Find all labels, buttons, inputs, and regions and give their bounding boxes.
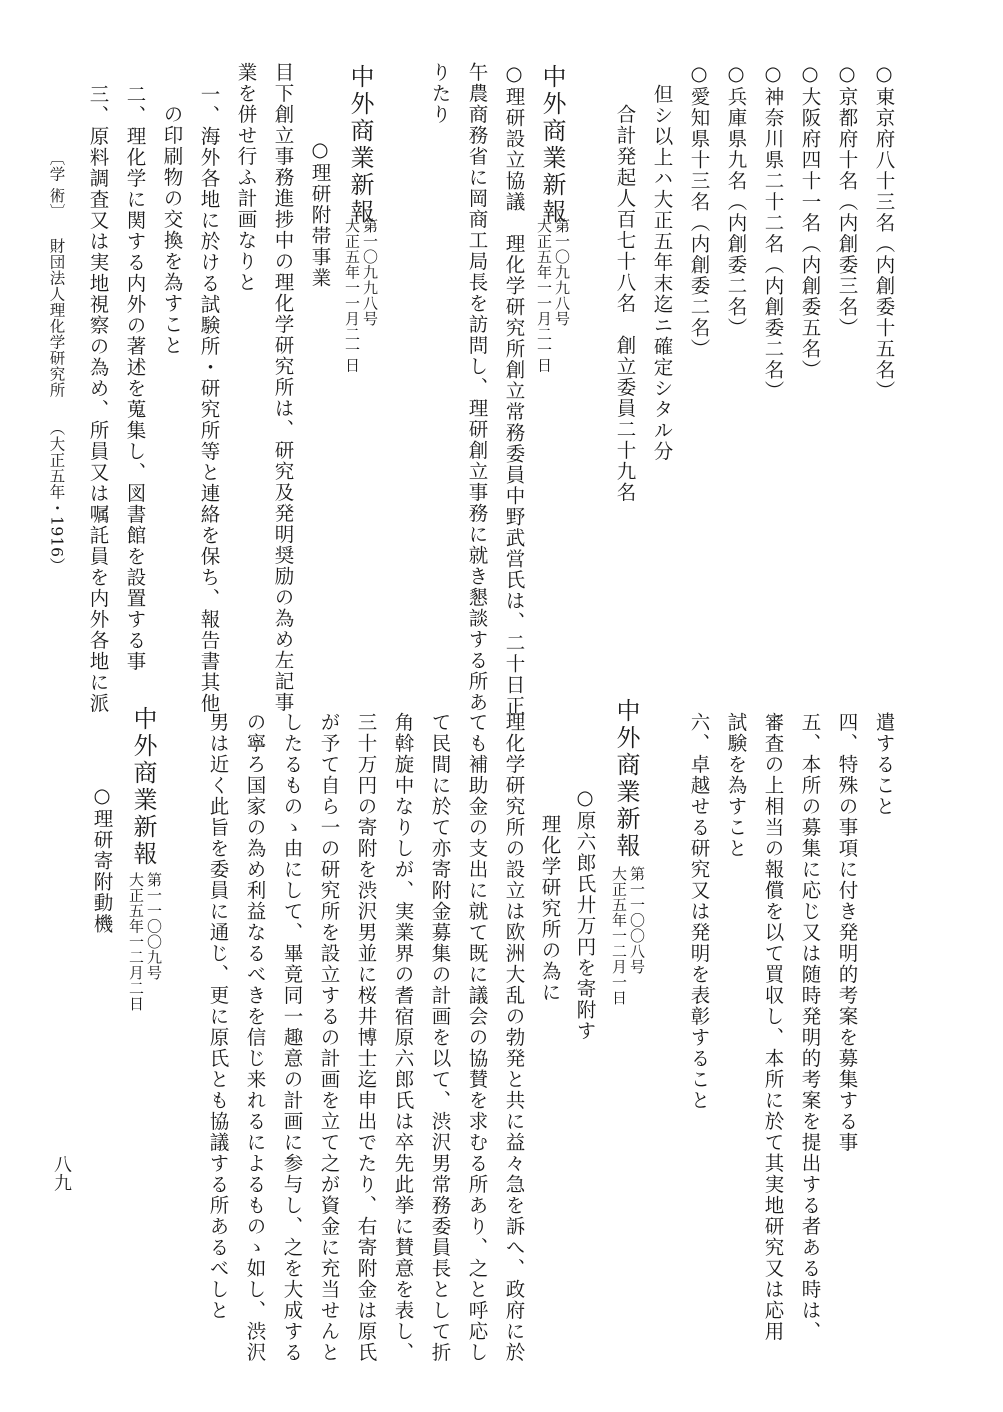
article1-body-line: ○理研設立協議 理化学研究所創立常務委員中野武営氏は、二十日正 bbox=[502, 62, 526, 717]
list-item-five: 五、本所の募集に応じ又は随時発明的考案を提出する者ある時は、 bbox=[798, 712, 822, 1342]
note-line: 但シ以上ハ大正五年末迄ニ確定シタル分 bbox=[650, 84, 674, 462]
article4-issue-number: 第一一〇〇九号 bbox=[145, 872, 163, 981]
article2-issue-date: 大正五年一一月二一日 bbox=[343, 218, 361, 373]
article3-subheading: 理化学研究所の為に bbox=[538, 814, 562, 1003]
article3-newspaper-title: 中外商業新報 bbox=[612, 698, 640, 860]
article3-body-line: が予て自ら一の研究所を設立するの計画を立て之が資金に充当せんと bbox=[317, 712, 341, 1363]
article3-body-line: 角斡旋中なりしが、実業界の耆宿原六郎氏は卒先此挙に賛意を表し、 bbox=[391, 712, 415, 1363]
list-item-four: 四、特殊の事項に付き発明的考案を募集する事 bbox=[835, 712, 859, 1153]
list-item-five-continued: 審査の上相当の報償を以て買収し、本所に於て其実地研究又は応用 bbox=[761, 712, 785, 1342]
article2-list-item: 二、理化学に関する内外の著述を蒐集し、図書館を設置する事 bbox=[123, 84, 147, 672]
article1-body-line: 午農商務省に岡商工局長を訪問し、理研創立事務に就き懇談する所あ bbox=[465, 62, 489, 713]
article3-issue-number: 第一一〇〇八号 bbox=[628, 866, 646, 975]
article1-newspaper-title: 中外商業新報 bbox=[538, 64, 566, 226]
footer-year: （大正五年・1916） bbox=[47, 420, 66, 574]
page-number: 八九 bbox=[51, 1155, 72, 1192]
total-line: 合計発起人百七十八名 創立委員二十九名 bbox=[613, 104, 637, 503]
article3-body-line: したるものゝ由にして、畢竟同一趣意の計画に参与し、之を大成する bbox=[280, 712, 304, 1363]
article3-heading: ○原六郎氏廾万円を寄附す bbox=[573, 786, 597, 1042]
article2-heading: ○理研附帯事業 bbox=[308, 138, 332, 289]
footer-publisher: 財団法人理化学研究所 bbox=[47, 238, 66, 398]
article4-issue-date: 大正五年一二月二日 bbox=[127, 872, 145, 1012]
article2-body-line: 業を併せ行ふ計画なりと bbox=[234, 62, 258, 293]
article1-issue-date: 大正五年一一月二一日 bbox=[535, 218, 553, 373]
article4-heading: ○理研寄附動機 bbox=[90, 784, 114, 935]
continued-line: 遣すること bbox=[872, 712, 896, 817]
prefecture-line-kanagawa: ○神奈川県二十二名（内創委二名） bbox=[761, 62, 785, 402]
article2-newspaper-title: 中外商業新報 bbox=[346, 64, 374, 226]
article2-body-line: 目下創立事務進捗中の理化学研究所は、研究及発明奨励の為め左記事 bbox=[271, 62, 295, 713]
prefecture-line-tokyo: ○東京府八十三名（内創委十五名） bbox=[872, 62, 896, 402]
article4-newspaper-title: 中外商業新報 bbox=[129, 706, 157, 868]
list-item-five-continued: 試験を為すこと bbox=[724, 712, 748, 859]
article3-body-line: 三十万円の寄附を渋沢男並に桜井博士迄申出でたり、右寄附金は原氏 bbox=[354, 712, 378, 1363]
article3-body-line: て民間に於て亦寄附金募集の計画を以て、渋沢男常務委員長として折 bbox=[428, 712, 452, 1363]
article1-body-line: りたり bbox=[428, 62, 452, 125]
article3-body-line: 男は近く此旨を委員に通じ、更に原氏とも協議する所あるべしと bbox=[206, 712, 230, 1321]
article2-list-item-continued: の印刷物の交換を為すこと bbox=[160, 104, 184, 356]
article2-list-item: 一、海外各地に於ける試験所・研究所等と連絡を保ち、報告書其他 bbox=[197, 84, 221, 714]
article3-body-line: ても補助金の支出に就て既に議会の協賛を求むる所あり、之と呼応し bbox=[465, 712, 489, 1363]
prefecture-line-osaka: ○大阪府四十一名（内創委五名） bbox=[798, 62, 822, 381]
list-item-six: 六、卓越せる研究又は発明を表彰すること bbox=[687, 712, 711, 1111]
footer-section-label: 〔学 術〕 bbox=[47, 150, 66, 220]
prefecture-line-hyogo: ○兵庫県九名（内創委二名） bbox=[724, 62, 748, 339]
article3-issue-date: 大正五年一二月一日 bbox=[610, 866, 628, 1006]
prefecture-line-aichi: ○愛知県十三名（内創委二名） bbox=[687, 62, 711, 360]
article2-issue-number: 第一〇九九八号 bbox=[361, 218, 379, 327]
article3-body-line: 理化学研究所の設立は欧洲大乱の勃発と共に益々急を訴へ、政府に於 bbox=[502, 712, 526, 1363]
prefecture-line-kyoto: ○京都府十名（内創委三名） bbox=[835, 62, 859, 339]
article3-body-line: の寧ろ国家の為め利益なるべきを信じ来れるによるものゝ如し、渋沢 bbox=[243, 712, 267, 1363]
article1-issue-number: 第一〇九九八号 bbox=[553, 218, 571, 327]
article2-list-item: 三、原料調査又は実地視察の為め、所員又は嘱託員を内外各地に派 bbox=[86, 84, 110, 714]
